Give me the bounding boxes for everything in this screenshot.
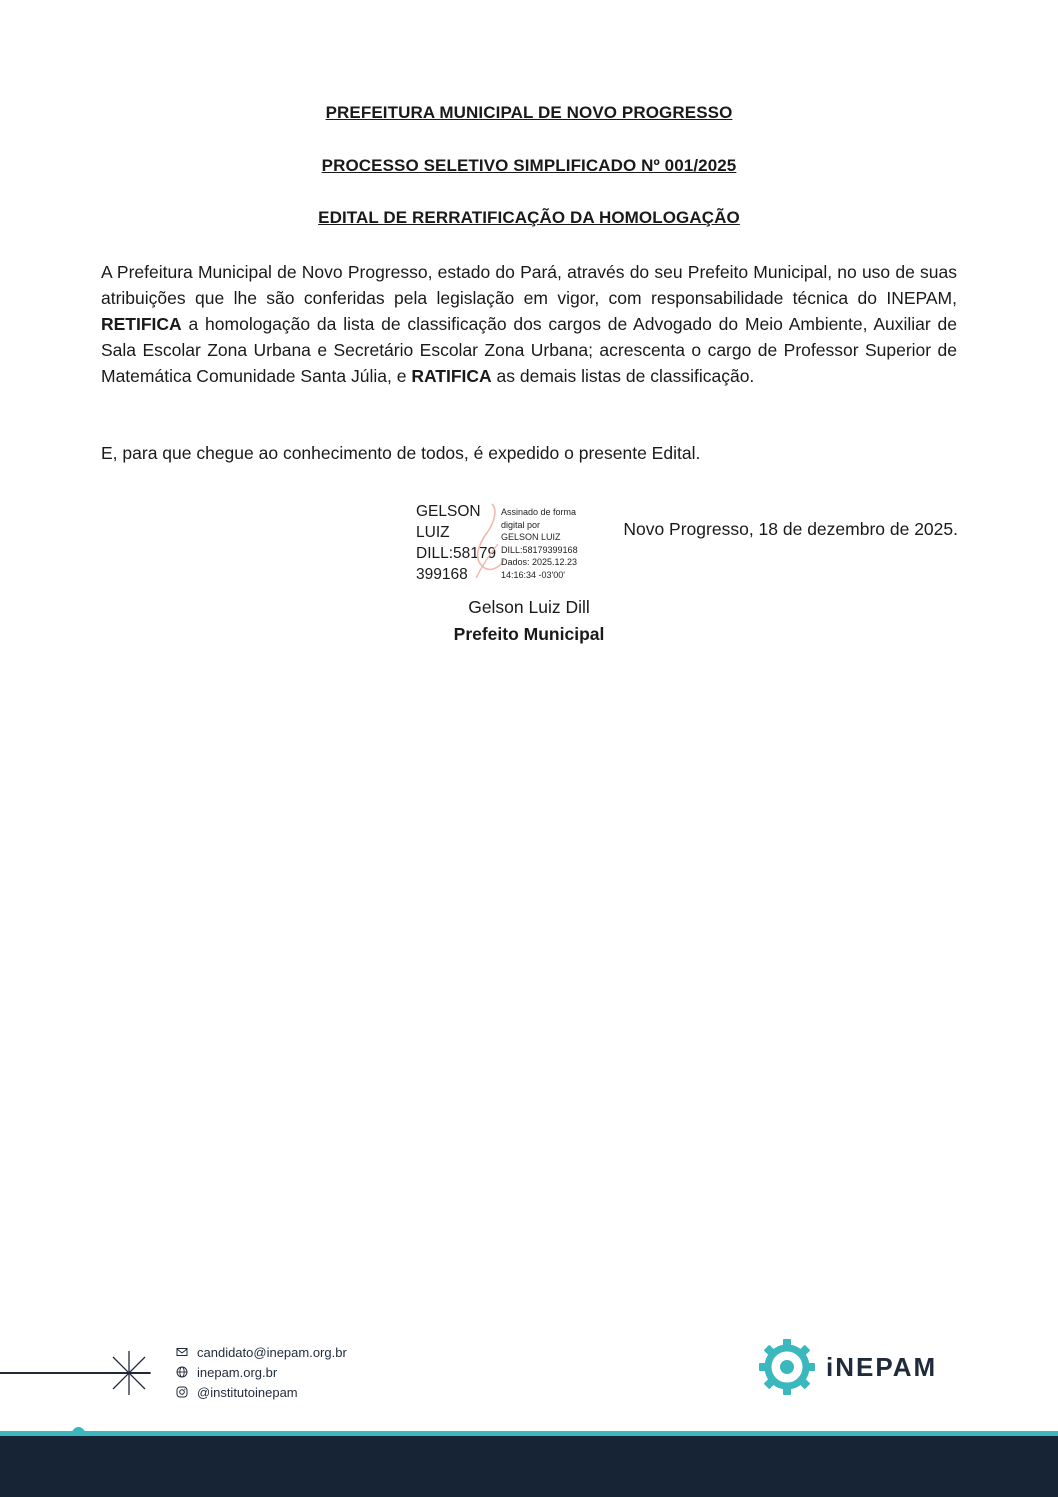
p1-text-b: a homologação da lista de classificação dos cargos de Advogado do Meio Ambiente, Auxiliar de Sala Escolar Zona Urbana e Secretário Escolar Zona Urbana; acrescenta o cargo de Professor Superior de Matemática Comunidade Santa Júlia, e (101, 314, 957, 386)
place-date: Novo Progresso, 18 de dezembro de 2025. (623, 519, 958, 539)
website-text: inepam.org.br (197, 1364, 278, 1380)
sig-info-line: GELSON LUIZ (501, 532, 561, 542)
p1-text-a: A Prefeitura Municipal de Novo Progresso, estado do Pará, através do seu Prefeito Municipal, no uso de suas atribuições que lhe são conferidas pela legislação em vigor, com responsabilidade técnica do INEPAM, (101, 262, 957, 308)
retifica-keyword: RETIFICA (101, 314, 182, 334)
contact-instagram[interactable] (176, 1382, 347, 1402)
footer-band-navy (0, 1436, 1058, 1497)
contact-email[interactable] (176, 1342, 347, 1362)
sig-info-line: digital por (501, 519, 541, 530)
main-paragraph (101, 259, 957, 389)
inepam-logo (758, 1338, 937, 1396)
signer-name: Gelson Luiz Dill (468, 597, 590, 617)
closing-paragraph: E, para que chegue ao conhecimento de todos, é expedido o presente Edital. (101, 443, 701, 463)
logo-text: iNEPAM (826, 1351, 938, 1382)
sig-name-line: DILL:58179 (416, 545, 497, 562)
sig-info-line: Assinado de forma (501, 507, 577, 517)
edital-title: EDITAL DE RERRATIFICAÇÃO DA HOMOLOGAÇÃO (318, 208, 740, 227)
email-text: candidato@inepam.org.br (197, 1344, 347, 1360)
ratifica-keyword: RATIFICA (411, 366, 492, 386)
footer-contacts (176, 1342, 347, 1402)
sig-info-line: 14:16:34 -03'00' (501, 569, 565, 580)
header-title: PREFEITURA MUNICIPAL DE NOVO PROGRESSO (325, 103, 733, 122)
sig-info-line: Dados: 2025.12.23 (501, 557, 578, 567)
instagram-icon (176, 1386, 188, 1398)
digital-signature-info (501, 506, 597, 581)
p1-text-c: as demais listas de classificação. (491, 366, 755, 386)
signer-role: Prefeito Municipal (453, 624, 605, 644)
sig-name-line: GELSON (416, 503, 481, 520)
instagram-text: @institutoinepam (197, 1384, 298, 1400)
contact-website[interactable] (176, 1362, 347, 1382)
mail-icon (176, 1346, 188, 1358)
gear-logo-icon (758, 1338, 816, 1396)
globe-icon (176, 1366, 188, 1378)
sig-name-line: 399168 (416, 566, 468, 583)
sig-name-line: LUIZ (416, 524, 450, 541)
star-burst-icon (106, 1350, 152, 1396)
process-title: PROCESSO SELETIVO SIMPLIFICADO Nº 001/2025 (321, 156, 737, 175)
sig-info-line: DILL:58179399168 (501, 544, 578, 555)
